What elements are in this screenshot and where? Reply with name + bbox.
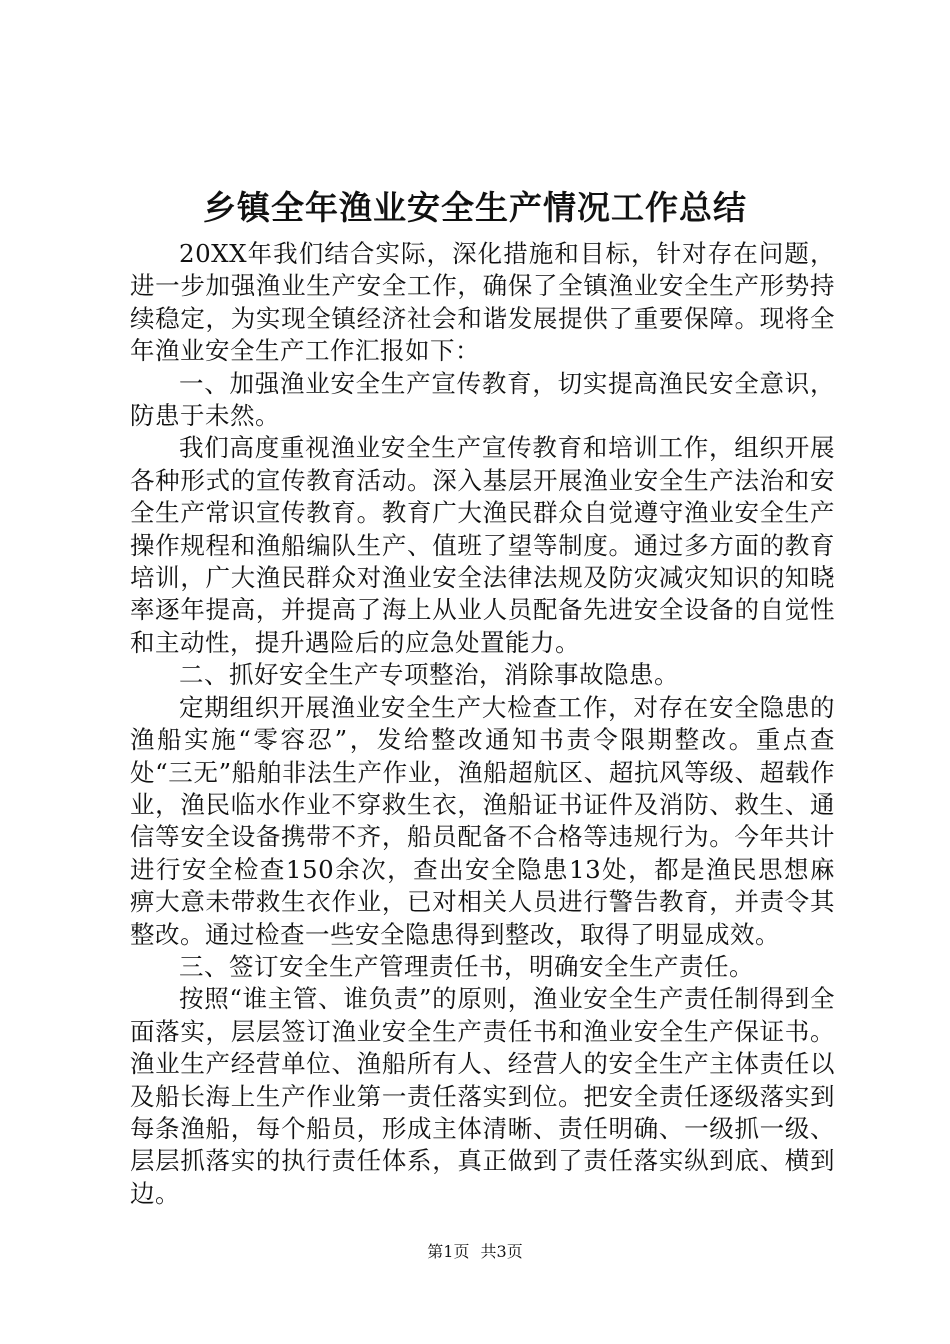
page-footer xyxy=(0,1240,950,1264)
page-total: 共3页 xyxy=(480,1242,523,1261)
intro-paragraph: 20XX年我们结合实际，深化措施和目标，针对存在问题，进一步加强渔业生产安全工作，确保了全镇渔业安全生产形势持续稳定，为实现全镇经济社会和谐发展提供了重要保障。现将全年渔业安全生产工作汇报如下： xyxy=(130,239,835,366)
section-2-paragraph: 定期组织开展渔业安全生产大检查工作，对存在安全隐患的渔船实施“零容忍”，发给整改通知书责令限期整改。重点查处“三无”船舶非法生产作业，渔船超航区、超抗风等级、超载作业，渔民临水作业不穿救生衣，渔船证书证件及消防、救生、通信等安全设备携带不齐，船员配备不合格等违规行为。今年共计进行安全检查150余次，查出安全隐患13处，都是渔民思想麻痹大意未带救生衣作业，已对相关人员进行警告教育，并责令其整改。通过检查一些安全隐患得到整改，取得了明显成效。 xyxy=(130,692,835,949)
section-1-paragraph: 我们高度重视渔业安全生产宣传教育和培训工作，组织开展各种形式的宣传教育活动。深入基层开展渔业安全生产法治和安全生产常识宣传教育。教育广大渔民群众自觉遵守渔业安全生产操作规程和渔船编队生产、值班了望等制度。通过多方面的教育培训，广大渔民群众对渔业安全法律法规及防灾减灾知识的知晓率逐年提高，并提高了海上从业人员配备先进安全设备的自觉性和主动性，提升遇险后的应急处置能力。 xyxy=(130,433,835,657)
section-heading-2: 二、抓好安全生产专项整治，消除事故隐患。 xyxy=(179,660,679,690)
document-body xyxy=(130,238,835,1210)
section-3-paragraph: 按照“谁主管、谁负责”的原则，渔业安全生产责任制得到全面落实，层层签订渔业安全生产责任书和渔业安全生产保证书。渔业生产经营单位、渔船所有人、经营人的安全生产主体责任以及船长海上生产作业第一责任落实到位。把安全责任逐级落实到每条渔船，每个船员，形成主体清晰、责任明确、一级抓一级、层层抓落实的执行责任体系，真正做到了责任落实纵到底、横到边。 xyxy=(130,984,835,1208)
page-number: 第1页 xyxy=(427,1242,470,1261)
document-title: 乡镇全年渔业安全生产情况工作总结 xyxy=(203,188,747,227)
section-heading-1: 一、加强渔业安全生产宣传教育，切实提高渔民安全意识，防患于未然。 xyxy=(130,368,835,431)
section-heading-3: 三、签订安全生产管理责任书，明确安全生产责任。 xyxy=(179,951,754,981)
